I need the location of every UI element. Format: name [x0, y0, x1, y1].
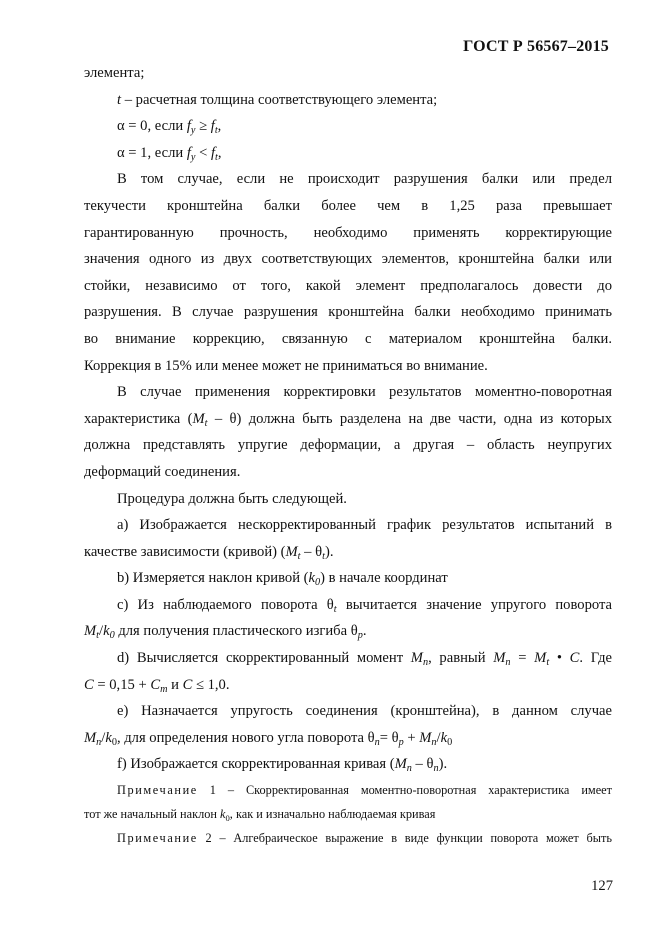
- subscript: 0: [225, 813, 230, 824]
- paragraph-line: [84, 408, 612, 435]
- subscript: p: [398, 736, 404, 748]
- subscript: n: [406, 763, 412, 775]
- paragraph-line: Процедура должна быть следующей.: [117, 490, 347, 507]
- symbol-f: f: [210, 118, 215, 135]
- symbol-f: f: [186, 144, 191, 161]
- subscript: t: [297, 550, 301, 562]
- text: = θ: [379, 729, 399, 746]
- step-d-line: [84, 647, 612, 674]
- paragraph-line: должна представлять упругие деформации, а другая – область неупругих: [84, 437, 612, 454]
- subscript: 0: [109, 630, 115, 642]
- text: = 0,15 +: [93, 676, 151, 693]
- step-a-line: а) Изображается нескорректированный график результатов испытаний в: [117, 517, 612, 534]
- text: f) Изображается скорректированная кривая (: [117, 756, 395, 773]
- symbol-C: C: [569, 650, 580, 667]
- text: .: [362, 623, 367, 640]
- text: ,: [217, 144, 222, 161]
- subscript: t: [96, 630, 100, 642]
- note-text: , как и изначально наблюдаемая кривая: [229, 807, 436, 822]
- text: /: [436, 729, 441, 746]
- symbol-k: k: [103, 623, 110, 640]
- text: – расчетная толщина соответствующего элемента;: [121, 91, 438, 108]
- text: качестве зависимости (кривой) (: [84, 543, 286, 560]
- symbol-M: M: [192, 410, 205, 427]
- subscript: 0: [447, 736, 453, 748]
- subscript: n: [374, 736, 380, 748]
- document-body: [84, 62, 612, 852]
- step-c-line: [84, 594, 612, 621]
- note-text: Скорректированная моментно-поворотная характеристика имеет: [245, 783, 612, 798]
- paragraph-line: стойки, независимо от того, какой элемент предполагалось довести до: [84, 277, 612, 294]
- text: , равный: [428, 650, 494, 667]
- symbol-k: k: [220, 807, 226, 822]
- text: – θ: [300, 543, 323, 560]
- paragraph-line: Коррекция в 15% или менее может не приниматься во внимание.: [84, 357, 488, 374]
- text: ) в начале координат: [320, 570, 448, 587]
- text: =: [510, 650, 535, 667]
- step-e-line: [84, 727, 612, 754]
- step-b-line: [84, 567, 612, 594]
- definition-t: [84, 89, 612, 116]
- subscript: 0: [315, 577, 321, 589]
- paragraph-line: В случае применения корректировки результатов моментно-поворотная: [117, 384, 612, 401]
- text: α = 0, если: [117, 118, 187, 135]
- symbol-M: M: [493, 650, 506, 667]
- text: для получения пластического изгиба θ: [114, 623, 358, 640]
- subscript: n: [505, 657, 511, 669]
- text: – θ: [411, 756, 434, 773]
- subscript: m: [160, 683, 168, 695]
- text: , для определения нового угла поворота θ: [116, 729, 375, 746]
- text: и: [167, 676, 183, 693]
- step-e-line: е) Назначается упругость соединения (кронштейна), в данном случае: [117, 703, 612, 720]
- text: характеристика (: [84, 410, 193, 427]
- symbol-M: M: [285, 543, 298, 560]
- standard-code-header: ГОСТ Р 56567–2015: [463, 38, 609, 55]
- page-number: 127: [591, 878, 613, 894]
- symbol-M: M: [410, 650, 423, 667]
- subscript: p: [357, 630, 363, 642]
- symbol-k: k: [440, 729, 448, 746]
- step-a-line: [84, 541, 612, 568]
- symbol-M: M: [84, 729, 97, 746]
- paragraph-line: разрушения. В случае разрушения кронштейна балки необходимо принимать: [84, 304, 612, 321]
- subscript: n: [422, 657, 429, 669]
- subscript: t: [215, 151, 218, 163]
- step-d-line: [84, 674, 612, 701]
- subscript: 0: [111, 736, 117, 748]
- paragraph-line: значения одного из двух соответствующих элементов, кронштейна балки или: [84, 251, 612, 268]
- symbol-M: M: [534, 650, 547, 667]
- condition-alpha-0: [84, 115, 612, 142]
- symbol-C: C: [182, 676, 193, 693]
- note-label: Примечание: [117, 831, 198, 846]
- text: ≤ 1,0.: [192, 676, 230, 693]
- text: /: [101, 729, 106, 746]
- symbol-k: k: [308, 570, 315, 587]
- symbol-M: M: [419, 729, 432, 746]
- text: b) Измеряется наклон кривой (: [117, 570, 309, 587]
- subscript: y: [190, 125, 196, 137]
- subscript: n: [431, 736, 437, 748]
- subscript: t: [204, 417, 208, 429]
- subscript: n: [433, 763, 439, 775]
- subscript: t: [214, 125, 218, 137]
- note-text: тот же начальный наклон: [84, 807, 221, 822]
- text: •: [549, 650, 570, 667]
- symbol-f: f: [186, 118, 191, 135]
- text: d) Вычисляется скорректированный момент: [117, 650, 411, 667]
- subscript: t: [322, 550, 325, 562]
- subscript: t: [333, 603, 337, 615]
- subscript: t: [546, 657, 550, 669]
- text: вычитается значение упругого поворота: [336, 596, 612, 613]
- text: элемента;: [84, 65, 145, 81]
- subscript: y: [190, 151, 196, 163]
- condition-alpha-1: [84, 142, 612, 169]
- text: ).: [438, 756, 448, 773]
- text: α = 1, если: [117, 144, 187, 161]
- note-number: 1 –: [197, 783, 246, 798]
- note-1-cont: [84, 804, 612, 828]
- text: +: [403, 729, 420, 746]
- note-number: 2 –: [197, 831, 234, 846]
- paragraph-line: во внимание коррекцию, связанную с материалом кронштейна балки.: [84, 330, 612, 347]
- text: ).: [324, 543, 334, 560]
- text: ,: [217, 118, 222, 135]
- note-2: [84, 828, 612, 852]
- step-f-line: [84, 753, 612, 780]
- text: /: [99, 623, 104, 640]
- subscript: n: [96, 736, 102, 748]
- step-c-line: [84, 620, 612, 647]
- note-text: Алгебраическое выражение в виде функции поворота может быть: [233, 831, 612, 846]
- symbol-k: k: [105, 729, 112, 746]
- text: . Где: [579, 650, 612, 667]
- text: – θ) должна быть разделена на две части, одна из которых: [207, 410, 612, 427]
- symbol-C: C: [150, 676, 161, 693]
- symbol-t: t: [117, 91, 122, 108]
- symbol-M: M: [394, 756, 407, 773]
- paragraph-line: деформаций соединения.: [84, 463, 241, 480]
- text: c) Из наблюдаемого поворота θ: [117, 596, 334, 613]
- symbol-M: M: [84, 623, 97, 640]
- paragraph-line: текучести кронштейна балки более чем в 1,25 раза превышает: [84, 197, 612, 214]
- paragraph-line: гарантированную прочность, необходимо применять корректирующие: [84, 224, 612, 241]
- paragraph-line: В том случае, если не происходит разрушения балки или предел: [117, 171, 612, 188]
- note-label: Примечание: [117, 783, 198, 798]
- text-line: [84, 62, 612, 89]
- text: <: [195, 144, 211, 161]
- symbol-C: C: [84, 676, 94, 693]
- text: ≥: [195, 118, 211, 135]
- note-1: [84, 780, 612, 804]
- symbol-f: f: [210, 144, 216, 161]
